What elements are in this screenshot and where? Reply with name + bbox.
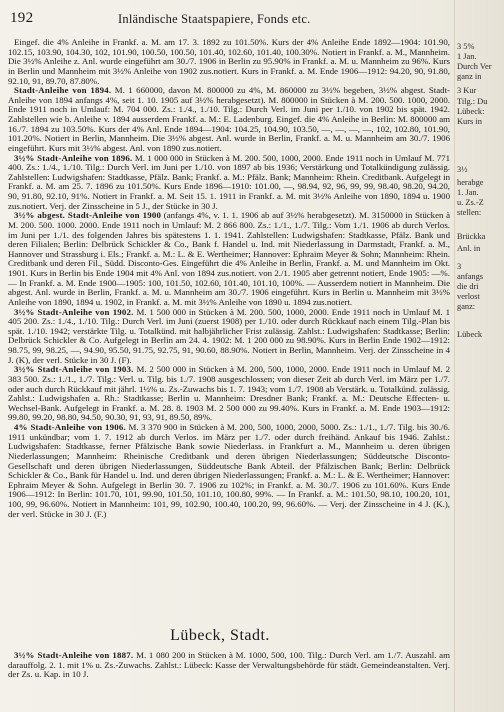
fragment: u. Zs.-Z [457,198,484,207]
fragment: Lübeck [457,330,483,339]
fragment: Lübeck: [457,107,485,116]
entry-heading: 3½% abgest. Stadt-Anleihe von 1900 [14,210,162,221]
entry-heading: 4% Stadt-Anleihe von 1906. [14,422,126,432]
entry-heading: 3½% Stadt-Anleihe von 1903. [14,364,134,375]
fragment: Kurs in [457,117,482,126]
fragment: die dri [457,282,479,291]
entry-body: M. 1 080 200 in Stücken à M. 1000, 500, 100. Tilg.: Durch Verl. am 1./7. Auszahl. am darauffolg. 2. 1. mit 1% u. Zs.-Zuwachs. Zahlst.: Lübeck: Kasse der Verwaltungsbehörde für städt. Gemeindeanstalten. Verj. der Zs. u. Kap. in 10 J. [8,650,450,680]
fragment: herabge [457,178,484,187]
entry-heading: 3½% Stadt-Anleihe von 1902. [14,306,134,317]
loan-entry-1903 [8,365,450,423]
fragment: 3½ [457,165,468,174]
running-title: Inländische Staatspapiere, Fonds etc. [118,12,311,26]
fragment: 1. Jan. [457,188,479,197]
entry-body: (anfangs 4%, v. 1. 1. 1906 ab auf 3½% herabgesetzt). M. 3150000 in Stücken à M. 200. 500. 1000. 2000. Ende 1911 noch in Umlauf: M. 2 866 800. Zs.: 1./1., 1./7. Tilg.: Vom 1./1. 1906 ab durch Verlos. im Juni per 1./1. des folgenden Jahres bis spätestens 1. 1. 1941. Zahlstellen: Ludwigshafen: Stadtkasse, Pfälz. Bank und deren Filialen; Berlin: Delbrück Schickler & Co., Bank f. Handel u. Ind. mit Niederlassung in Darmstadt, Frankf. a. M., Hannover und Strassburg i. Els.; Frankf. a. M.: L. & E. Wertheimer; Hannover: Ephraim Meyer & Sohn; Mannheim: Rhein. Creditbank und deren Fil., Südd. Disconto-Ges. Eingeführt die 4% Anleihe in Berlin, Frankf. a. M. und Mannheim im Okt. 1901. Kurs in Berlin bis Ende 1904 mit 4% Anl. von 1894 zus.notiert. von 2./1. 1905 aber getrennt notiert, Ende 1905: —%. — In Frankf. a. M. Ende 1900—1905: 100, 101.50, 102.60, 101.40, 101.10, 100%. — Ausserdem notiert in Mannheim. Die abgest. Anl. wurde in Berlin, Frankf. a. M. u. Mannheim am 30./7. 1906 eingeführt. Kurs in Berlin u. Mannheim mit 3½% Anleihe von 1890, 1894 u. 1902, in Frankf. a. M. mit 3½% Anleihe von 1890 u. 1894 zus.notiert. [8,210,451,307]
fragment: Tilg.: Du [457,97,488,106]
fragment: Durch Ver [457,62,492,71]
adjacent-page-edge [454,0,504,712]
main-column [8,38,450,519]
entry-body: M. 1 500 000 in Stücken à M. 200. 500, 1000, 2000. Ende 1911 noch in Umlauf M. 1 405 200. Zs.: 1./4., 1./10. Tilg.: Durch Verl. im Juni (zuerst 1908) per 1./10. oder durch Rückkauf nach einem Tilg.-Plan bis spät. 1./10. 1942; verstärkte Tilg. u. Totalkünd. mit halbjährlicher Frist zulässig. Zahlst.: Ludwigshafen: Stadtkasse; Berlin: Delbrück Schickler & Co. Aufgelegt in Berlin am 24. 4. 1902: M. 1 200 000 zu 98.90%. Kurs in Berlin Ende 1902—1912: 98.75, 99, 98.25, —, 94.90, 95.50, 91.75, 92.75, 91, 90.60, 88.90%. Notiert in Berlin, Mannheim. Verj. der Zinsscheine in 4 J. (K), der verl. Stücke in 30 J. (F). [8,306,450,365]
section-heading: Lübeck, Stadt. [170,627,270,644]
fragment: 3 Kur [457,86,477,95]
entry-body: M. 3 370 900 in Stücken à M. 200, 500, 1000, 2000, 5000. Zs.: 1./1., 1./7. Tilg. bis 30./6. 1911 unkündbar; vom 1. 7. 1912 ab durch Verlos. im März per 1./7. oder durch freihänd. Ankauf bis 1946. Zahlst.: Ludwigshafen: Stadtkasse, ferner Pfälzische Bank sowie Niederlass. in Frankfurt a. M., Mannheim u. deren übrigen Niederlassungen; Mannheim: Rheinische Creditbank und deren übrigen Niederlassungen; Süddeutsche Disconto-Gesellschaft und deren übrigen Niederlassungen, Süddeutsche Bank Abteil. der Pfälzischen Bank; Berlin: Delbrück Schickler & Co., Bank für Handel u. Ind. und deren übrigen Niederlassungen; Frankf. a. M.: L. & E. Wertheimer; Hannover: Ephraim Meyer & Sohn. Aufgelegt in Berlin 30. 7. 1906 zu 102%; in Frankf. a. M. 30./7. 1906 zu 101.60%. Kurs Ende 1906—1912: In Berlin: 101.70, 101, 99.90, 101.50, 101.10, 100.80, 99%. — In Frankf. a. M.: 101.50, 98.10, 100.20, 101, 100, 99, 96.60%. Notiert in Mannheim: 101, 99, 102.90, 100.40, 100.20, 99, 96.60%. — Verj. der Zinsscheine in 4 J. (K.), der verl. Stücke in 30 J. (F.) [8,422,450,519]
entry-heading: 3½% Stadt-Anleihe von 1896. [14,152,133,163]
entry-body: M. 1 660000, davon M. 800000 zu 4%, M. 860000 zu 3½% begeben, 3½% abgest. Stadt-Anleihe von 1894 anfangs 4%, seit 1. 10. 1905 auf 3½% herabgesetzt). M. 800000 in Stücken à M. 200. 500. 1000, 2000. Ende 1911 noch in Umlauf: M. 704 000. Zs.: 1./4., 1./10. Tilg.: Durch Verl. im Juni per 1./10. von 1902 bis spät. 1942. Zahlstellen wie b. Anleihe v. 1894 ausserdem Frankf. a. M.: E. Ladenburg. Eingef. die 4% Anleihe in Berlin: M. 800000 am 16./7. 1894 zu 103.50%. Kurs der 4% Anl. Ende 1894—1904: 104.25, 104.90, 103.50, —, —, —, —, 102, 102.80, 101.90, 101.20%. Notiert in Berlin, Mannheim. Die 3½% abgest. Anl. wurde in Berlin, Frankf. a. M. u. Mannheim am 30./7. 1906 eingeführt. Kurs mit 3½% abgest. Anl. von 1890 zus.notiert. [8,85,450,153]
entry-body: M. 2 500 000 in Stücken à M. 200, 500, 1000, 2000. Ende 1911 noch in Umlauf M. 2 383 500. Zs.: 1./1., 1./7. Tilg.: Verl. u. Tilg. bis 1./7. 1908 ausgeschlossen; von dieser Zeit ab durch Verl. im März per 1./7. oder auch durch Rückkauf mit jährl. 1½% u. Zs.-Zuwachs bis 1. 7. 1943; vom 1./7. 1908 ab Verstärk. u. Totalkünd. zulässig. Zahlst.: Ludwigshafen a. Rh.: Stadtkasse; Berlin u. Mannheim: Dresdner Bank; Frankf. a. M.: Deutsche Effecten- u. Wechsel-Bank. Aufgelegt in Frankf. a. M. 28. 8. 1903 M. 2 500 000 zu 99.40%. Kurs in Frankf. a. M. Ende 1903—1912: 99.80, 99.20, 98.80, 94.50, 90.30, 91, 93, 91, 89.50, 89%. [8,364,450,423]
fragment: 3 5% [457,42,475,51]
fragment: Anl. in [457,244,481,253]
entry-heading: Stadt-Anleihe von 1894. [14,85,112,96]
fragment: anfangs [457,272,484,281]
loan-entry-1900 [8,211,450,307]
loan-entry-1894 [8,86,450,153]
loan-entry-1902 [8,308,450,366]
fragment: 1 Jan. [457,52,477,61]
loan-entry-lubeck-1887 [8,651,450,680]
fragment: 3 [457,262,462,271]
lubeck-section [8,651,450,680]
fragment: verlost [457,292,480,301]
loan-entry-1896 [8,154,450,212]
fragment: ganz in [457,72,482,81]
entry-body: M. 1 000 000 in Stücken à M. 200. 500, 1000, 2000. Ende 1911 noch in Umlauf M. 771 400. Zs.: 1./4., 1./10. Tilg.: Durch Verl. im Juni per 1./10. von 1897 ab bis 1936; Verstärkung und Totalkündigung zulässig. Zahlstellen: Ludwigshafen: Stadtkasse, Pfälz. Bank; Frankf. a. M.: Pfälz. Bank; Mannheim: Rhein. Creditbank. Aufgelegt in Frankf. a. M. am 25. 7. 1896 zu 101.50%. Kurs Ende 1896—1910: 101.00, —, 98.94, 92, 96, 99, 99, 98.40, 98.20, 94.20, 90, 91.80, 92.10, 91%. Notiert in Frankf. a. M. Seit 15. 1. 1911 in Frankf. a. M. mit 3½% Anleihe von 1890, 1894 u. 1900 zus.notiert. Verj. der Zinsscheine in 5 J., der Stücke in 30 J. [8,152,450,211]
fragment: Brückka [457,232,486,241]
fragment: stellen: [457,208,482,217]
continued-paragraph: Eingef. die 4% Anleihe in Frankf. a. M. am 17. 3. 1892 zu 101.50%. Kurs der 4% Anleihe Ende 1892—1904: 101.90, 102.15, 103.90, 104.30, 102, 101.90, 100.50, 100.50, 101.40, 102.60, 101.40, 100.30%. Notiert in Frankf. a. M., Mannheim. Die 3½% Anleihe z. Anl. wurde eingeführt am 30./7. 1906 in Berlin zu 95.90% in Frankf. a. M. u. Mannheim zu 96%. Kurs in Berlin und Mannheim mit 3½% Anleihe von 1902 zus.notiert. Kurs in Frankf. a. M. Ende 1906—1912: 94.20, 90, 91.80, 92.10, 91, 89.70, 87.80%. [8,37,450,86]
loan-entry-1906 [8,423,450,519]
page-number: 192 [10,10,34,26]
page-header [10,10,450,30]
fragment: ganz: [457,302,476,311]
entry-heading: 3½% Stadt-Anleihe von 1887. [14,650,134,660]
